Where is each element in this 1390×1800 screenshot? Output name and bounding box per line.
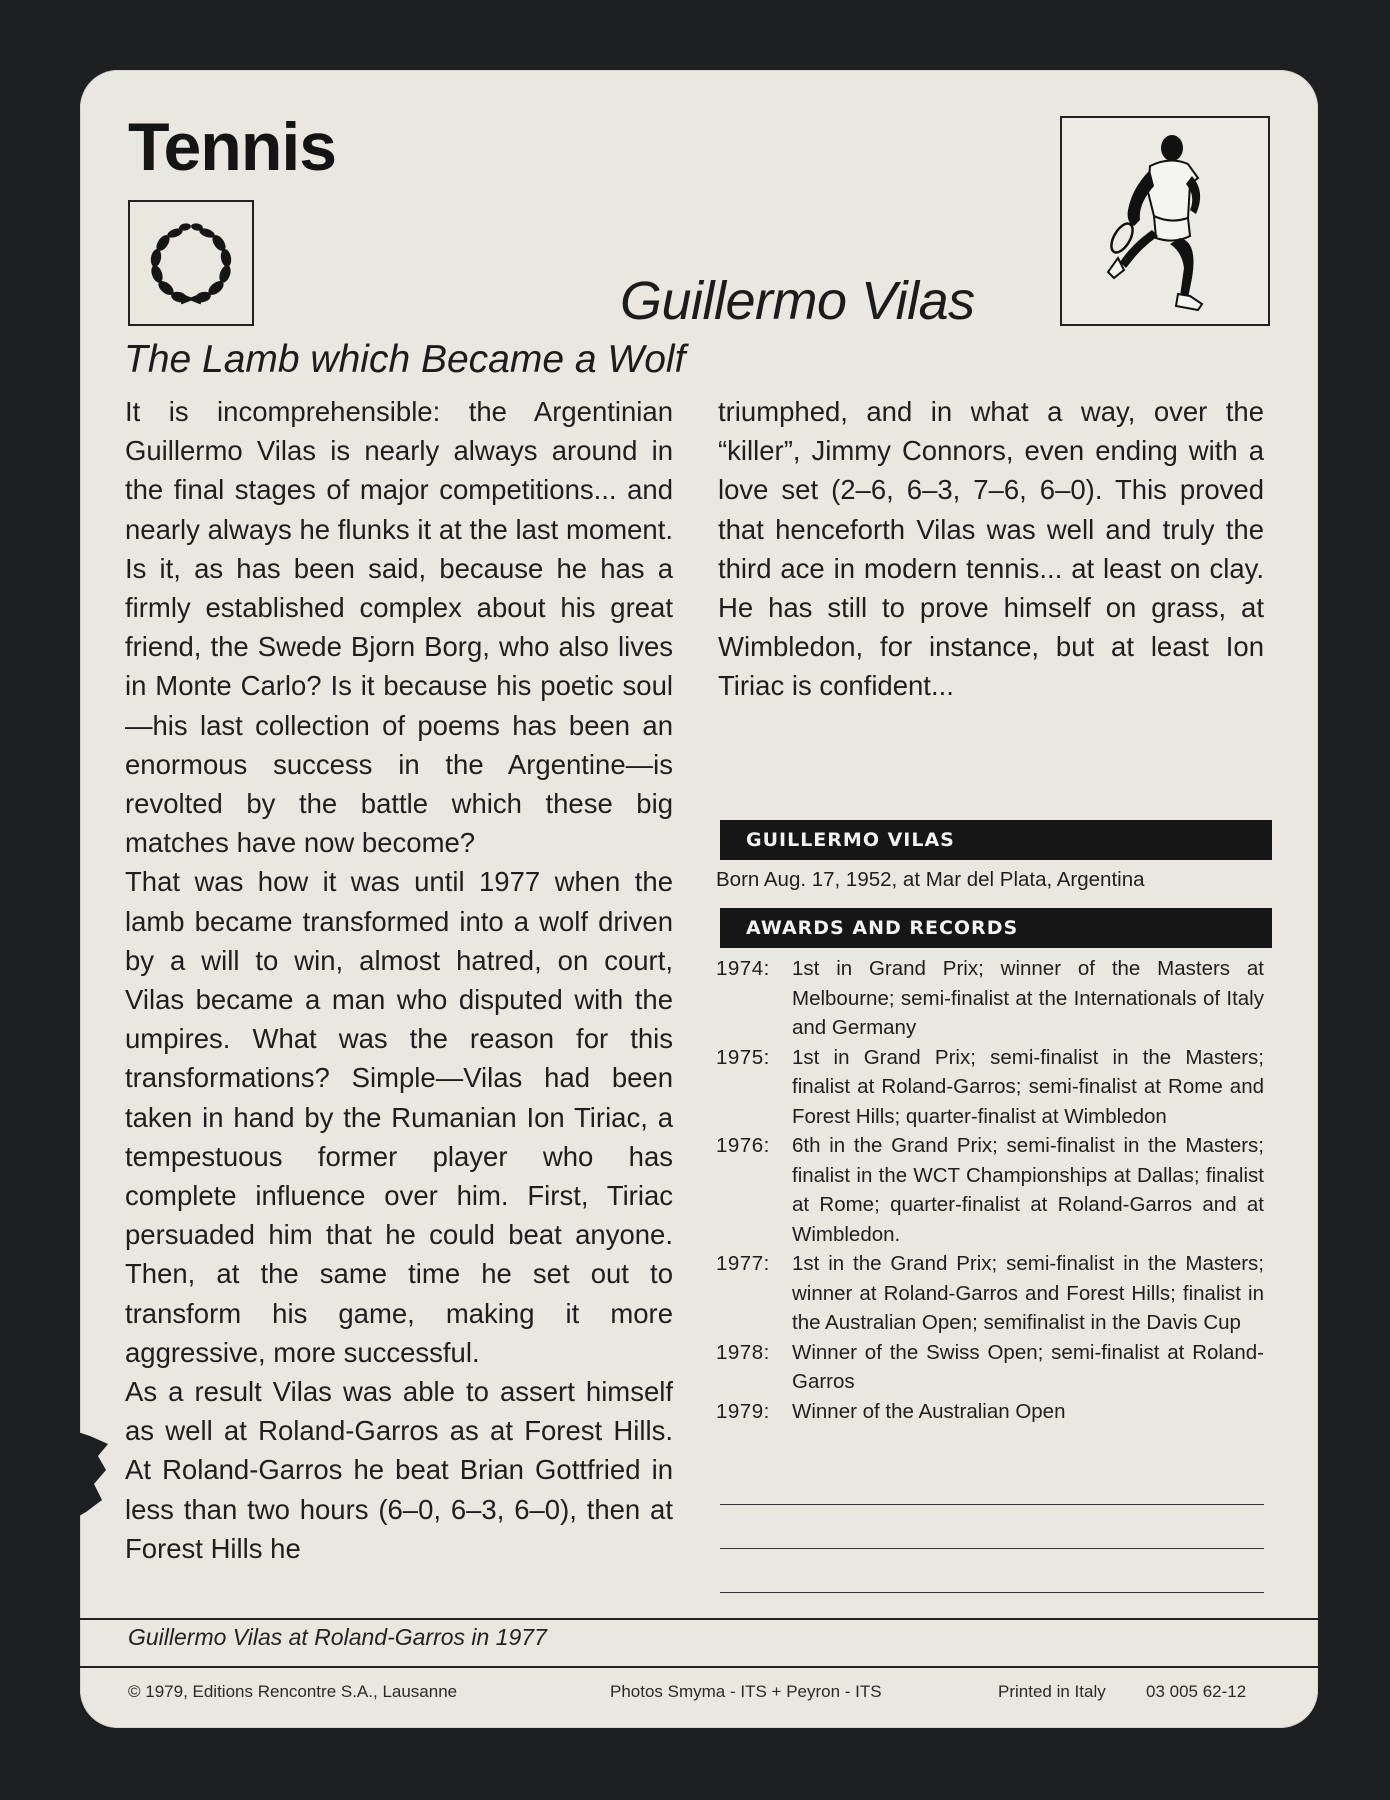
record-year: 1974: (716, 957, 770, 980)
photo-caption: Guillermo Vilas at Roland-Garros in 1977 (128, 1624, 547, 1650)
record-year: 1976: (716, 1134, 770, 1157)
awards-header-bar: AWARDS AND RECORDS (720, 908, 1272, 948)
record-text: 6th in the Grand Prix; semi-finalist in the Masters; finalist in the WCT Championships at Dallas; finalist at Rome; quarter-finalist at Roland-Garros and at Wimbledon. (792, 1134, 1264, 1246)
blank-record-line (720, 1592, 1264, 1593)
body-paragraph: It is incomprehensible: the Argentinian Guillermo Vilas is nearly always around in the final stages of major competitions... and nearly always he flunks it at the last moment. Is it, as has been said, because he has a firmly established complex about his great friend, the Swede Bjorn Borg, who also lives in Monte Carlo? Is it because his poetic soul—his last collection of poems has been an enormous success in the Argentine—is revolted by the battle which these big matches have now become? (125, 396, 673, 859)
body-right-column (718, 392, 1264, 706)
record-text: Winner of the Swiss Open; semi-finalist at Roland-Garros (792, 1340, 1264, 1393)
record-text: Winner of the Australian Open (792, 1399, 1066, 1423)
body-left-column (125, 392, 673, 1568)
record-year: 1979: (716, 1399, 770, 1423)
record-row (716, 1397, 1264, 1427)
body-paragraph: As a result Vilas was able to assert himself as well at Roland-Garros as at Forest Hills. At Roland-Garros he beat Brian Gottfried in less than two hours (6–0, 6–3, 6–0), then at Forest Hills he (125, 1376, 673, 1564)
record-row (716, 954, 1264, 1043)
blank-record-line (720, 1504, 1264, 1505)
body-paragraph: That was how it was until 1977 when the lamb became transformed into a wolf driven by a will to win, almost hatred, on court, Vilas became a man who disputed with the umpires. What was the reason for this transformations? Simple—Vilas had been taken in hand by the Rumanian Ion Tiriac, a tempestuous former player who has complete influence over him. First, Tiriac persuaded him that he could beat anyone. Then, at the same time he set out to transform his game, making it more aggressive, more successful. (125, 866, 673, 1368)
name-header-bar: GUILLERMO VILAS (720, 820, 1272, 860)
sport-title: Tennis (128, 109, 337, 185)
record-text: 1st in the Grand Prix; semi-finalist in the Masters; winner at Roland-Garros and Forest Hills; finalist in the Australian Open; semifinalist in the Davis Cup (792, 1252, 1264, 1334)
blank-record-line (720, 1548, 1264, 1549)
record-row (716, 1249, 1264, 1338)
card-subtitle: The Lamb which Became a Wolf (124, 338, 686, 381)
record-row (716, 1338, 1264, 1397)
laurel-wreath-icon (141, 213, 241, 313)
record-text: 1st in Grand Prix; semi-finalist in the Masters; finalist at Roland-Garros; semi-finalist at Rome and Forest Hills; quarter-finalist at Wimbledon (792, 1045, 1264, 1128)
photo-credits: Photos Smyma - ITS + Peyron - ITS (610, 1682, 882, 1701)
player-name: Guillermo Vilas (620, 271, 975, 331)
torn-edge-mark (72, 1430, 118, 1520)
record-row (716, 1043, 1264, 1132)
sport-card (80, 70, 1318, 1728)
emblem-box (128, 200, 254, 326)
caption-divider (80, 1666, 1318, 1668)
record-year: 1978: (716, 1340, 770, 1364)
record-year: 1975: (716, 1045, 770, 1069)
caption-divider (80, 1618, 1318, 1620)
body-paragraph: triumphed, and in what a way, over the “killer”, Jimmy Connors, even ending with a love set (2–6, 6–3, 7–6, 6–0). This proved that henceforth Vilas was well and truly the third ace in modern tennis... at least on clay. He has still to prove himself on grass, at Wimbledon, for instance, but at least Ion Tiriac is confident... (718, 396, 1264, 702)
records-list (716, 954, 1264, 1426)
tennis-player-icon (1062, 118, 1268, 324)
record-row (716, 1131, 1264, 1249)
player-photo-frame (1060, 116, 1270, 326)
record-text: 1st in Grand Prix; winner of the Masters at Melbourne; semi-finalist at the Internationals of Italy and Germany (792, 957, 1264, 1039)
card-code: 03 005 62-12 (1146, 1682, 1247, 1701)
record-year: 1977: (716, 1252, 770, 1275)
copyright-text: © 1979, Editions Rencontre S.A., Lausanne (128, 1682, 458, 1701)
birth-info: Born Aug. 17, 1952, at Mar del Plata, Argentina (716, 868, 1145, 891)
printed-in: Printed in Italy (998, 1682, 1106, 1701)
